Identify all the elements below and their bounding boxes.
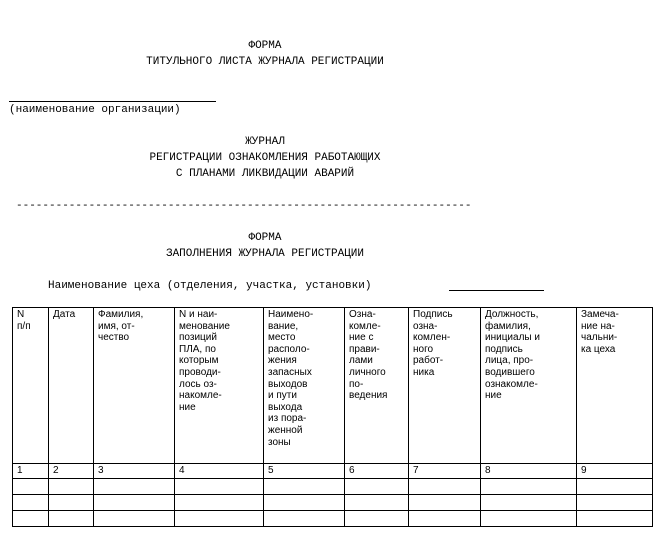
header-cell-number: N п/п	[13, 308, 49, 464]
form-title-title-page: ТИТУЛЬНОГО ЛИСТА ЖУРНАЛА РЕГИСТРАЦИИ	[146, 56, 384, 68]
column-number: 5	[264, 464, 345, 479]
header-cell-pla-positions: N и наи- менование позиций ПЛА, по которым проводи- лось оз- накомле- ние	[175, 308, 264, 464]
column-number: 3	[94, 464, 175, 479]
table-cell	[175, 479, 264, 495]
header-cell-emergency-exits: Наимено- вание, место располо- жения запасных выходов и пути выхода из пора- женной зоны	[264, 308, 345, 464]
table-row	[13, 511, 653, 527]
header-cell-instructor: Должность, фамилия, инициалы и подпись лица, про- водившего ознакомле- ние	[481, 308, 577, 464]
table-row	[13, 479, 653, 495]
table-cell	[264, 511, 345, 527]
table-cell	[481, 479, 577, 495]
table-cell	[577, 511, 653, 527]
journal-title: ЖУРНАЛ	[245, 136, 285, 148]
table-cell	[13, 511, 49, 527]
column-number: 7	[409, 464, 481, 479]
form-label-fill: ФОРМА	[248, 232, 282, 244]
form-title-fill: ЗАПОЛНЕНИЯ ЖУРНАЛА РЕГИСТРАЦИИ	[165, 248, 365, 260]
table-cell	[345, 511, 409, 527]
table-row	[13, 495, 653, 511]
header-cell-chief-remarks: Замеча- ние на- чальни- ка цеха	[577, 308, 653, 464]
table-cell	[94, 511, 175, 527]
table-cell	[94, 495, 175, 511]
shop-name-line	[449, 290, 544, 291]
column-number: 4	[175, 464, 264, 479]
column-number: 1	[13, 464, 49, 479]
table-cell	[577, 495, 653, 511]
header-cell-behavior-rules: Озна- комле- ние с прави- лами личного по- ведения	[345, 308, 409, 464]
table-header-row	[13, 308, 653, 464]
column-number: 2	[49, 464, 94, 479]
journal-subtitle-line1: РЕГИСТРАЦИИ ОЗНАКОМЛЕНИЯ РАБОТАЮЩИХ	[149, 152, 381, 164]
header-cell-date: Дата	[49, 308, 94, 464]
table-cell	[409, 511, 481, 527]
table-cell	[175, 511, 264, 527]
table-cell	[175, 495, 264, 511]
table-cell	[264, 495, 345, 511]
table-cell	[13, 495, 49, 511]
organization-caption: (наименование организации)	[9, 104, 181, 116]
table-cell	[345, 495, 409, 511]
column-number: 8	[481, 464, 577, 479]
table-cell	[94, 479, 175, 495]
separator-line: ---------------------------------------------------------------------	[16, 200, 472, 212]
column-number: 6	[345, 464, 409, 479]
column-number: 9	[577, 464, 653, 479]
table-cell	[264, 479, 345, 495]
table-cell	[409, 479, 481, 495]
table-cell	[345, 479, 409, 495]
form-label-title-page: ФОРМА	[248, 40, 282, 52]
table-cell	[409, 495, 481, 511]
table-cell	[481, 495, 577, 511]
table-cell	[577, 479, 653, 495]
table-cell	[49, 511, 94, 527]
table-number-row	[13, 464, 653, 479]
table-cell	[49, 495, 94, 511]
table-cell	[49, 479, 94, 495]
table-cell	[481, 511, 577, 527]
journal-subtitle-line2: С ПЛАНАМИ ЛИКВИДАЦИИ АВАРИЙ	[175, 168, 355, 180]
shop-name-label: Наименование цеха (отделения, участка, установки)	[48, 280, 372, 292]
header-cell-worker-signature: Подпись озна- комлен- ного работ- ника	[409, 308, 481, 464]
header-cell-full-name: Фамилия, имя, от- чество	[94, 308, 175, 464]
table-cell	[13, 479, 49, 495]
registration-table	[12, 307, 653, 527]
